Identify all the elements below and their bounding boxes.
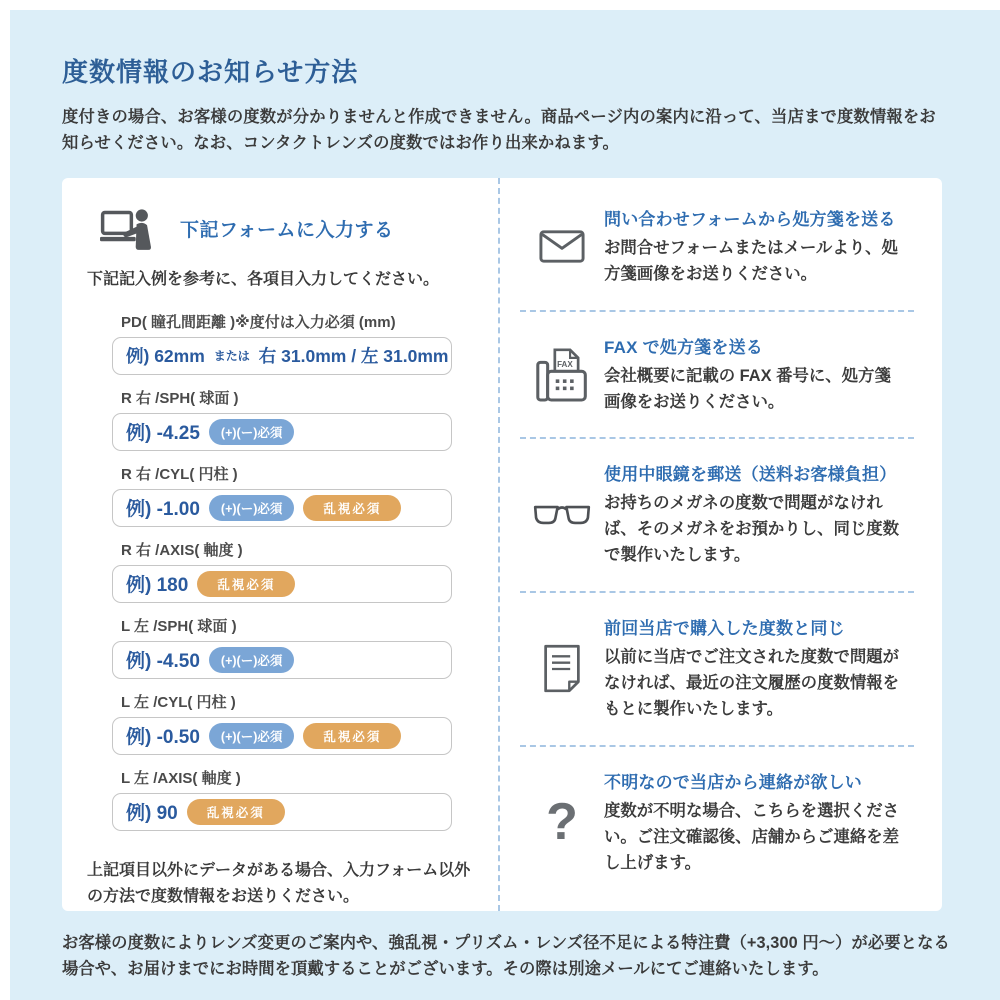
example-box-l-axis — [112, 793, 452, 831]
document-icon — [520, 643, 604, 695]
form-row-r-sph — [112, 387, 498, 451]
method-title: FAX で処方箋を送る — [604, 337, 763, 357]
method-contact-form — [520, 184, 914, 310]
example-box-l-sph — [112, 641, 452, 679]
form-header — [100, 208, 498, 250]
field-label-r-axis: R 右 /AXIS( 軸度 ) — [121, 541, 243, 559]
example-box-r-cyl — [112, 489, 452, 527]
method-body: お持ちのメガネの度数で問題がなければ、そのメガネをお預かりし、同じ度数で製作いたします。 — [604, 494, 900, 565]
form-instruction: 下記記入例を参考に、各項目入力してください。 — [87, 270, 440, 288]
pd-example-main: 例) 62mm — [126, 346, 205, 367]
form-row-r-axis — [112, 539, 498, 603]
field-label-l-cyl: L 左 /CYL( 円柱 ) — [121, 693, 236, 711]
method-body: お問合せフォームまたはメールより、処方箋画像をお送りください。 — [604, 238, 898, 283]
pd-example-alt: 右 31.0mm / 左 31.0mm — [258, 346, 449, 367]
method-title: 使用中眼鏡を郵送（送料お客様負担） — [604, 465, 897, 485]
sign-required-badge: (+)(ー)必須 — [209, 419, 294, 445]
form-row-r-cyl — [112, 463, 498, 527]
alternative-methods-column — [500, 178, 942, 911]
field-label-r-sph: R 右 /SPH( 球面 ) — [121, 389, 239, 407]
example-value: 例) -4.50 — [126, 651, 200, 673]
method-body: 会社概要に記載の FAX 番号に、処方箋画像をお送りください。 — [604, 366, 891, 411]
example-box-l-cyl — [112, 717, 452, 755]
methods-card — [62, 178, 942, 911]
form-heading: 下記フォームに入力する — [180, 220, 394, 242]
example-box-r-axis — [112, 565, 452, 603]
prescription-info-panel — [10, 10, 1000, 1000]
person-at-computer-icon — [100, 208, 154, 250]
page-title: 度数情報のお知らせ方法 — [62, 57, 359, 87]
fax-icon — [520, 345, 604, 403]
method-body: 以前に当店でご注文された度数で問題がなければ、最近の注文履歴の度数情報をもとに製作いたします。 — [604, 648, 900, 719]
astigmatism-required-badge: 乱視必須 — [303, 495, 401, 521]
method-title: 不明なので当店から連絡が欲しい — [604, 773, 862, 792]
form-row-l-axis — [112, 767, 498, 831]
form-row-pd — [112, 311, 498, 375]
field-label-r-cyl: R 右 /CYL( 円柱 ) — [121, 465, 238, 483]
sign-required-badge: (+)(ー)必須 — [209, 723, 294, 749]
sign-required-badge: (+)(ー)必須 — [209, 495, 294, 521]
field-label-pd: PD( 瞳孔間距離 )※度付は入力必須 (mm) — [121, 313, 396, 331]
form-guide-column — [62, 178, 500, 911]
example-box-r-sph — [112, 413, 452, 451]
method-body: 度数が不明な場合、こちらを選択ください。ご注文確認後、店舗からご連絡を差し上げます。 — [604, 802, 900, 872]
sign-required-badge: (+)(ー)必須 — [209, 647, 294, 673]
form-rows — [112, 311, 498, 831]
glasses-icon — [520, 503, 604, 527]
example-box-pd — [112, 337, 452, 375]
question-icon: ? — [546, 793, 578, 852]
example-value: 例) -4.25 — [126, 423, 200, 445]
field-label-l-sph: L 左 /SPH( 球面 ) — [121, 617, 237, 635]
example-value: 例) 90 — [126, 803, 178, 825]
example-value: 例) -0.50 — [126, 727, 200, 749]
example-value: 例) 180 — [126, 575, 189, 597]
astigmatism-required-badge: 乱視必須 — [303, 723, 401, 749]
method-contact-me — [520, 745, 914, 899]
method-mail-glasses — [520, 437, 914, 591]
pd-example-conjunction: または — [213, 349, 250, 364]
method-title: 前回当店で購入した度数と同じ — [604, 619, 845, 639]
intro-text: 度付きの場合、お客様の度数が分かりませんと作成できません。商品ページ内の案内に沿って、当店まで度数情報をお知らせください。なお、コンタクトレンズの度数ではお作り出来かねます。 — [62, 108, 936, 153]
astigmatism-required-badge: 乱視必須 — [197, 571, 295, 597]
form-row-l-cyl — [112, 691, 498, 755]
footer-note: お客様の度数によりレンズ変更のご案内や、強乱視・プリズム・レンズ径不足による特注費（+3,300 円〜）が必要となる場合や、お届けまでにお時間を頂戴することがございます。その際は別途メールにてご連絡いたします。 — [62, 933, 950, 978]
astigmatism-required-badge: 乱視必須 — [187, 799, 285, 825]
envelope-icon — [520, 230, 604, 263]
svg-text:FAX: FAX — [557, 359, 573, 369]
method-title: 問い合わせフォームから処方箋を送る — [604, 209, 896, 229]
example-value: 例) -1.00 — [126, 499, 200, 521]
form-row-l-sph — [112, 615, 498, 679]
method-fax — [520, 310, 914, 438]
method-previous-order — [520, 591, 914, 745]
form-note: 上記項目以外にデータがある場合、入力フォーム以外の方法で度数情報をお送りください。 — [87, 861, 471, 906]
field-label-l-axis: L 左 /AXIS( 軸度 ) — [121, 769, 241, 787]
